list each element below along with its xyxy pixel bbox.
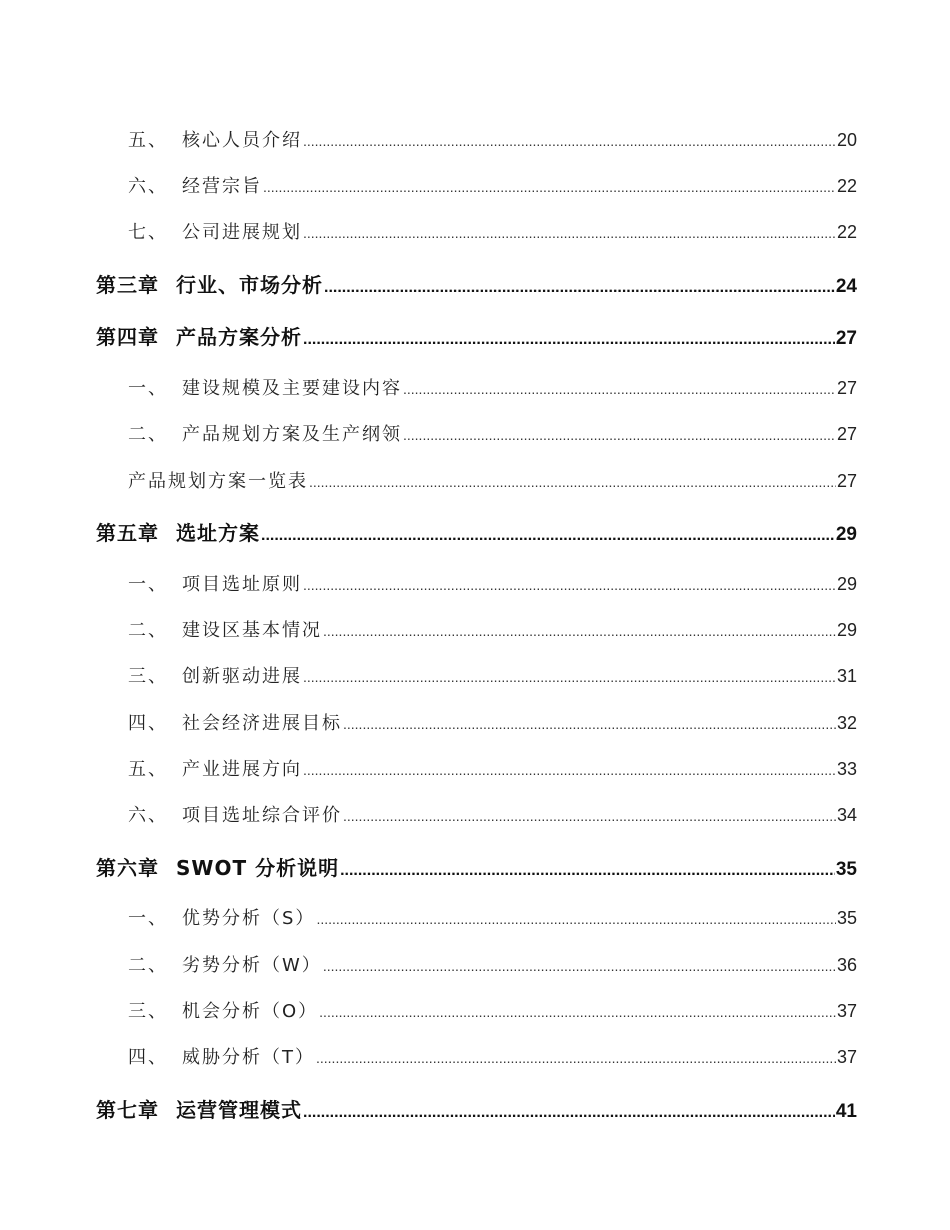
toc-entry[interactable] — [128, 904, 857, 930]
toc-entry[interactable] — [128, 420, 857, 446]
toc-chapter-title: 产品方案分析 — [176, 325, 302, 349]
toc-entry[interactable] — [128, 709, 857, 735]
dot-leader — [323, 958, 836, 974]
toc-entry-title: 建设区基本情况 — [182, 620, 322, 641]
dot-leader — [403, 427, 836, 443]
toc-entry[interactable] — [128, 172, 857, 198]
dot-leader — [303, 669, 836, 685]
toc-entry-page: 27 — [836, 471, 857, 491]
toc-entry-number: 二、 — [128, 955, 168, 976]
dot-leader — [303, 133, 836, 149]
toc-entry-title: 核心人员介绍 — [182, 130, 302, 151]
toc-entry-number: 一、 — [128, 574, 168, 595]
toc-entry-page: 35 — [836, 908, 857, 928]
dot-leader — [303, 331, 835, 349]
toc-entry-page: 37 — [836, 1001, 857, 1021]
toc-entry-page: 33 — [836, 759, 857, 779]
toc-chapter-number: 第三章 — [96, 273, 159, 297]
toc-chapter-number: 第七章 — [96, 1098, 159, 1122]
dot-leader — [343, 716, 836, 732]
toc-entry-number: 四、 — [128, 713, 168, 734]
toc-entry-page: 27 — [836, 378, 857, 398]
toc-entry[interactable] — [128, 997, 857, 1023]
toc-entry-number: 一、 — [128, 378, 168, 399]
toc-entry-number: 七、 — [128, 222, 168, 243]
dot-leader — [403, 381, 836, 397]
toc-chapter-title: 选址方案 — [176, 521, 260, 545]
toc-entry-number: 六、 — [128, 176, 168, 197]
toc-chapter-page: 29 — [835, 524, 857, 545]
dot-leader — [316, 911, 836, 927]
toc-chapter-number: 第四章 — [96, 325, 159, 349]
toc-entry-number: 四、 — [128, 1047, 168, 1068]
toc-chapter-page: 27 — [835, 328, 857, 349]
dot-leader — [303, 1104, 835, 1122]
toc-chapter-title: 行业、市场分析 — [176, 273, 323, 297]
toc-chapter-title: 运营管理模式 — [176, 1098, 302, 1122]
toc-entry-page: 20 — [836, 130, 857, 150]
toc-chapter-number: 第六章 — [96, 856, 159, 880]
dot-leader — [324, 279, 835, 297]
toc-entry-page: 31 — [836, 666, 857, 686]
toc-entry-page: 29 — [836, 620, 857, 640]
toc-entry-page: 22 — [836, 222, 857, 242]
toc-entry[interactable] — [128, 570, 857, 596]
toc-entry-title: 公司进展规划 — [182, 222, 302, 243]
dot-leader — [343, 808, 836, 824]
toc-entry-number: 六、 — [128, 805, 168, 826]
toc-entry-page: 22 — [836, 176, 857, 196]
toc-chapter-page: 35 — [835, 859, 857, 880]
toc-chapter-number: 第五章 — [96, 521, 159, 545]
toc-entry-number: 三、 — [128, 1001, 168, 1022]
toc-entry-page: 32 — [836, 713, 857, 733]
toc-entry[interactable] — [128, 1043, 857, 1069]
toc-chapter-entry[interactable] — [96, 852, 857, 881]
toc-entry-title: 建设规模及主要建设内容 — [182, 378, 402, 399]
toc-entry-page: 34 — [836, 805, 857, 825]
dot-leader — [303, 225, 836, 241]
toc-entry[interactable] — [128, 662, 857, 688]
toc-entry[interactable] — [128, 616, 857, 642]
toc-entry-title: 产品规划方案及生产纲领 — [182, 424, 402, 445]
dot-leader — [340, 862, 835, 880]
dot-leader — [303, 762, 836, 778]
toc-entry-page: 36 — [836, 955, 857, 975]
toc-chapter-entry[interactable] — [96, 321, 857, 350]
toc-entry-title: 经营宗旨 — [182, 176, 262, 197]
toc-entry-number: 五、 — [128, 130, 168, 151]
toc-chapter-entry[interactable] — [96, 269, 857, 298]
toc-chapter-entry[interactable] — [96, 1094, 857, 1123]
toc-chapter-entry[interactable] — [96, 517, 857, 546]
toc-entry-title: 威胁分析（T） — [182, 1047, 315, 1068]
toc-entry-title: 创新驱动进展 — [182, 666, 302, 687]
toc-entry-title: 项目选址原则 — [182, 574, 302, 595]
toc-entry-title: 劣势分析（W） — [182, 955, 322, 976]
dot-leader — [323, 623, 836, 639]
toc-entry-page: 27 — [836, 424, 857, 444]
toc-entry-number: 二、 — [128, 620, 168, 641]
toc-entry-page: 37 — [836, 1047, 857, 1067]
toc-entry-number: 五、 — [128, 759, 168, 780]
dot-leader — [263, 179, 836, 195]
dot-leader — [261, 527, 835, 545]
toc-entry[interactable] — [128, 801, 857, 827]
toc-entry-title: 机会分析（O） — [182, 1001, 319, 1022]
toc-entry-title: 产业进展方向 — [182, 759, 302, 780]
dot-leader — [309, 474, 836, 490]
toc-entry-title: 社会经济进展目标 — [182, 713, 342, 734]
toc-entry[interactable] — [128, 951, 857, 977]
toc-entry[interactable] — [128, 126, 857, 152]
dot-leader — [319, 1004, 836, 1020]
toc-entry[interactable] — [128, 374, 857, 400]
toc-entry[interactable] — [128, 755, 857, 781]
toc-entry-number: 二、 — [128, 424, 168, 445]
dot-leader — [303, 577, 836, 593]
toc-chapter-page: 24 — [835, 276, 857, 297]
toc-entry-title: 优势分析（S） — [182, 908, 316, 929]
toc-entry-page: 29 — [836, 574, 857, 594]
toc-entry-title: 产品规划方案一览表 — [128, 471, 308, 492]
toc-entry[interactable] — [128, 467, 857, 493]
toc-chapter-title: SWOT 分析说明 — [176, 856, 340, 880]
toc-entry-title: 项目选址综合评价 — [182, 805, 342, 826]
toc-entry-number: 一、 — [128, 908, 168, 929]
toc-entry[interactable] — [128, 218, 857, 244]
toc-entry-number: 三、 — [128, 666, 168, 687]
dot-leader — [316, 1050, 836, 1066]
toc-chapter-page: 41 — [835, 1101, 857, 1122]
